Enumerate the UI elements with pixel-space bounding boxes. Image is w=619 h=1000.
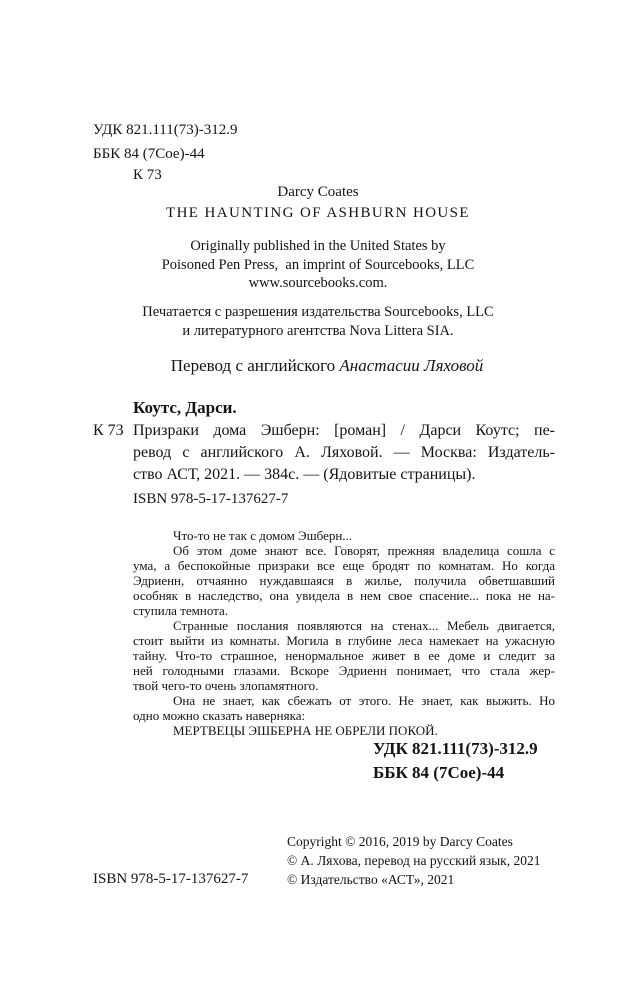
original-author: Darcy Coates: [277, 184, 359, 200]
copyright-line: © Издательство «АСТ», 2021: [287, 872, 455, 887]
original-title: THE HAUNTING OF ASHBURN HOUSE: [166, 205, 470, 221]
bbk-code: ББК 84 (7Сое)-44: [93, 146, 205, 162]
annotation-line: твой чего-то очень злопамятного.: [133, 678, 319, 693]
copyright-block: [287, 832, 540, 889]
annotation: [133, 528, 555, 738]
original-publication-line: Originally published in the United States by: [190, 238, 446, 254]
annotation-line: Об этом доме знают все. Говорят, прежняя владелица сошла с: [173, 543, 555, 558]
annotation-line: Она не знает, как сбежать от этого. Не знает, как выжить. Но: [173, 693, 555, 708]
annotation-line: МЕРТВЕЦЫ ЭШБЕРНА НЕ ОБРЕЛИ ПОКОЙ.: [173, 723, 438, 738]
copyright-line: © А. Ляхова, перевод на русский язык, 2021: [287, 853, 541, 868]
isbn-footer: ISBN 978-5-17-137627-7: [93, 871, 249, 887]
annotation-line: Эдриенн, отчаянно нуждавшаяся в жилье, получила обветшавший: [133, 573, 555, 588]
isbn: ISBN 978-5-17-137627-7: [133, 491, 289, 507]
annotation-line: Странные послания появляются на стенах... Мебель двигается,: [173, 618, 555, 633]
translation-credit: [110, 356, 544, 376]
permission-line: и литературного агентства Nova Littera SIA.: [182, 323, 454, 339]
annotation-bbk: ББК 84 (7Сое)-44: [373, 763, 505, 782]
copyright-line: Copyright © 2016, 2019 by Darcy Coates: [287, 834, 513, 849]
annotation-line: ума, а беспокойные призраки все еще бродят по комнатам. Но когда: [133, 558, 555, 573]
bib-description-line: Призраки дома Эшберн: [роман] / Дарси Коутс; пе-: [133, 422, 555, 439]
annotation-line: тайну. Что-то страшное, ненормальное живет в ее доме и следит за: [133, 648, 555, 663]
bib-description: [133, 420, 555, 486]
bib-author-mark: К 73: [93, 422, 124, 439]
original-publication-line: www.sourcebooks.com.: [248, 275, 388, 291]
permission-line: Печатается с разрешения издательства Sourcebooks, LLC: [142, 304, 494, 320]
annotation-line: ступила темнота.: [133, 603, 229, 618]
annotation-line: особняк в наследство, она увидела в нем свое спасение... пока не на-: [133, 588, 555, 603]
annotation-line: одно можно сказать наверняка:: [133, 708, 306, 723]
udk-code: УДК 821.111(73)-312.9: [93, 122, 238, 138]
bib-description-line: ревод с английского А. Ляховой. — Москва: Издатель-: [133, 444, 555, 461]
annotation-line: ней голодными глазами. Вскоре Эдриенн понимает, что стала жер-: [133, 663, 555, 678]
annotation-udk: УДК 821.111(73)-312.9: [373, 739, 538, 758]
author-mark: К 73: [133, 167, 162, 183]
annotation-line: стоит выйти из комнаты. Могила в глубине леса намекает на ужасную: [133, 633, 555, 648]
bib-author-heading: Коутс, Дарси.: [133, 398, 237, 417]
original-publication-line: Poisoned Pen Press, an imprint of Sourcebooks, LLC: [161, 257, 475, 273]
annotation-line: Что-то не так с домом Эшберн...: [173, 528, 353, 543]
translator-name: Анастасии Ляховой: [339, 356, 484, 375]
bib-description-line: ство АСТ, 2021. — 384с. — (Ядовитые страницы).: [133, 466, 476, 483]
translation-prefix: Перевод с английского: [170, 356, 336, 375]
